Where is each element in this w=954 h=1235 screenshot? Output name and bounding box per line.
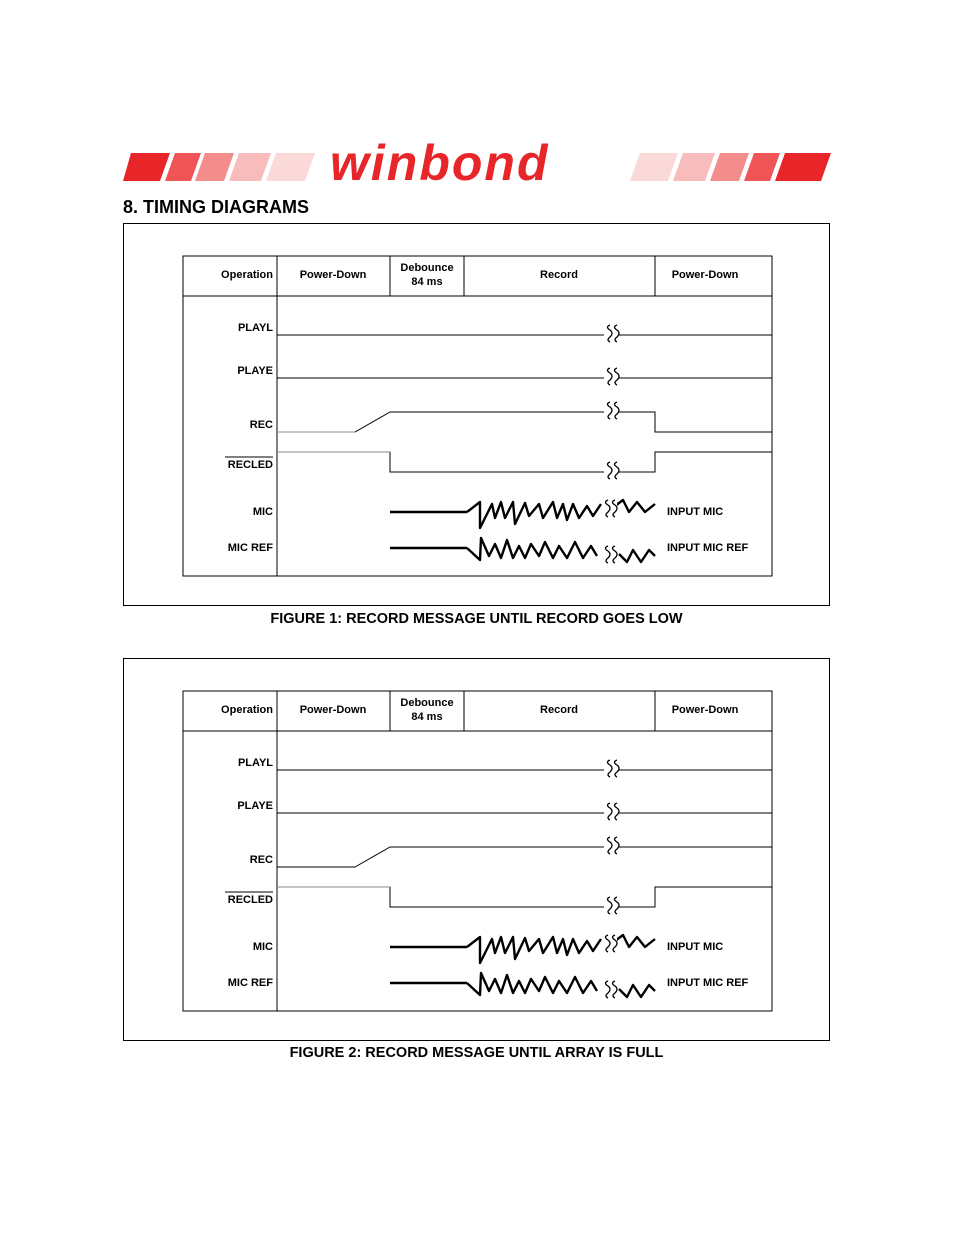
signal-label-recled: RECLED — [227, 459, 273, 471]
header-phase-power-down: Power-Down — [299, 704, 367, 716]
signal-label-playe: PLAYE — [237, 365, 273, 377]
mic-ref-waveform — [467, 973, 597, 995]
annotation-input-mic-ref: INPUT MIC REF — [667, 977, 749, 989]
mic-ref-break-icon — [602, 545, 617, 563]
diagram-frame — [183, 256, 772, 576]
figure-2 — [123, 658, 830, 1041]
diagram-frame — [183, 691, 772, 1011]
logo-wordmark: winbond — [330, 138, 550, 186]
trace-rec — [277, 412, 772, 432]
signal-label-playe: PLAYE — [237, 800, 273, 812]
header-operation: Operation — [221, 704, 273, 716]
mic-waveform — [467, 502, 601, 528]
header-phase-power-down-end: Power-Down — [671, 704, 739, 716]
header-phase-debounce: Debounce — [400, 697, 454, 709]
mic-ref-waveform — [467, 538, 597, 560]
figure-2-caption: FIGURE 2: RECORD MESSAGE UNTIL ARRAY IS FULL — [289, 1045, 664, 1061]
logo-stripes-left — [123, 153, 315, 181]
playe-break-icon — [604, 367, 619, 385]
figure-1-caption: FIGURE 1: RECORD MESSAGE UNTIL RECORD GOES LOW — [270, 611, 683, 627]
header-phase-record: Record — [540, 704, 578, 716]
playl-break-icon — [604, 759, 619, 777]
recled-break-icon — [604, 896, 619, 914]
header-phase-debounce-time: 84 ms — [411, 276, 443, 288]
signal-label-mic: MIC — [252, 506, 273, 518]
annotation-input-mic: INPUT MIC — [667, 506, 724, 518]
mic-break-icon — [602, 934, 617, 952]
annotation-input-mic: INPUT MIC — [667, 941, 724, 953]
mic-waveform — [467, 937, 601, 963]
rec-break-icon — [604, 401, 619, 419]
signal-label-rec: REC — [249, 854, 273, 866]
header-operation: Operation — [221, 269, 273, 281]
mic-ref-break-icon — [602, 980, 617, 998]
mic-ref-waveform-end — [619, 985, 655, 997]
header-phase-power-down-end: Power-Down — [671, 269, 739, 281]
trace-recled — [277, 452, 772, 472]
trace-rec — [277, 847, 772, 867]
header-phase-power-down: Power-Down — [299, 269, 367, 281]
signal-label-mic: MIC — [252, 941, 273, 953]
logo-stripes-right — [630, 153, 831, 181]
mic-ref-waveform-end — [619, 550, 655, 562]
mic-waveform-end — [615, 500, 655, 512]
figure-1 — [123, 223, 830, 606]
signal-label-mic-ref: MIC REF — [227, 977, 273, 989]
playe-break-icon — [604, 802, 619, 820]
rec-break-icon — [604, 836, 619, 854]
timing-diagram-2 — [124, 659, 831, 1042]
recled-break-icon — [604, 461, 619, 479]
trace-recled — [277, 887, 772, 907]
section-title: 8. TIMING DIAGRAMS — [123, 197, 310, 217]
mic-break-icon — [602, 499, 617, 517]
header-phase-record: Record — [540, 269, 578, 281]
signal-label-mic-ref: MIC REF — [227, 542, 273, 554]
signal-label-playl: PLAYL — [237, 757, 273, 769]
annotation-input-mic-ref: INPUT MIC REF — [667, 542, 749, 554]
header-phase-debounce: Debounce — [400, 262, 454, 274]
signal-label-rec: REC — [249, 419, 273, 431]
signal-label-recled: RECLED — [227, 894, 273, 906]
winbond-logo — [123, 138, 831, 186]
signal-label-playl: PLAYL — [237, 322, 273, 334]
mic-waveform-end — [615, 935, 655, 947]
header-phase-debounce-time: 84 ms — [411, 711, 443, 723]
playl-break-icon — [604, 324, 619, 342]
timing-diagram-1 — [124, 224, 831, 607]
